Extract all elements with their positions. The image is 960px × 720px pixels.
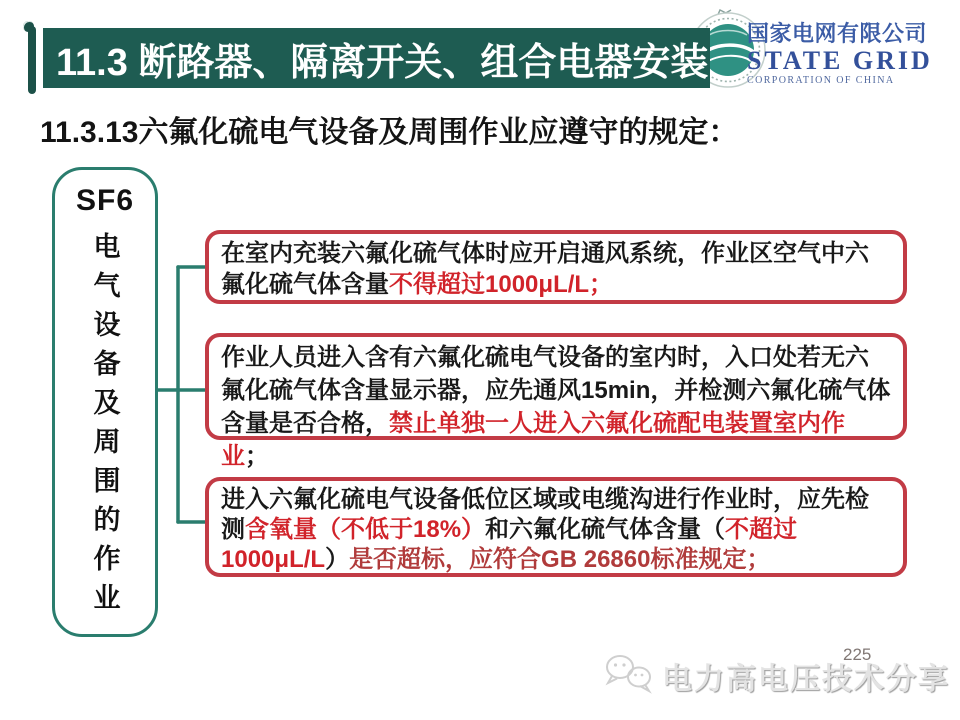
- section-title: 11.3 断路器、隔离开关、组合电器安装: [56, 41, 709, 84]
- watermark: [600, 650, 950, 701]
- rule-1-segment-2: 不得超过1000μL/L；: [389, 271, 614, 298]
- wechat-icon: [600, 650, 658, 701]
- rule-2-segment-3: ；: [245, 443, 269, 470]
- logo-company-subtitle: CORPORATION OF CHINA: [747, 75, 895, 87]
- rule-box-3: [205, 477, 907, 577]
- sf6-vertical-caption: 电气设备及周围的作业: [89, 232, 120, 622]
- rule-3-segment-5: ）: [325, 546, 350, 573]
- rule-2-segment-2: 禁止单独一人进入六氟化硫配电装置室内作业: [221, 410, 845, 470]
- logo-wordmark: [747, 22, 952, 87]
- sf6-side-box: [52, 167, 158, 637]
- rule-3-segment-3: 和六氟化硫气体含量（: [485, 516, 726, 543]
- watermark-text: 电力高电压技术分享: [662, 662, 950, 696]
- rule-3-segment-4: 不超过1000μL/L: [221, 516, 798, 573]
- logo-company-name-en: STATE GRID: [747, 46, 933, 76]
- logo-company-name-cn: 国家电网有限公司: [747, 21, 928, 46]
- rule-box-2: [205, 333, 907, 470]
- rule-3-segment-6: 是否超标，应符合GB 26860标准规定；: [349, 546, 771, 573]
- page-number: 225: [843, 645, 872, 664]
- rule-3-segment-2: 含氧量（不低于18%）: [245, 516, 486, 543]
- rule-3-segment-1: 进入六氟化硫电气设备低位区域或电缆沟进行作业时，应先检测: [221, 486, 869, 543]
- sf6-label: SF6: [75, 184, 135, 217]
- rule-2-segment-1: 作业人员进入含有六氟化硫电气设备的室内时，入口处若无六氟化硫气体含量显示器，应先通风15min，并检测六氟化硫气体含量是否合格，: [221, 344, 891, 437]
- rule-1-segment-1: 在室内充装六氟化硫气体时应开启通风系统，作业区空气中六氟化硫气体含量: [221, 240, 869, 298]
- flagpole-decoration: [28, 26, 36, 94]
- slide-heading: 11.3.13六氟化硫电气设备及周围作业应遵守的规定：: [40, 116, 739, 149]
- rule-box-1: [205, 230, 907, 304]
- section-title-banner: [43, 28, 710, 88]
